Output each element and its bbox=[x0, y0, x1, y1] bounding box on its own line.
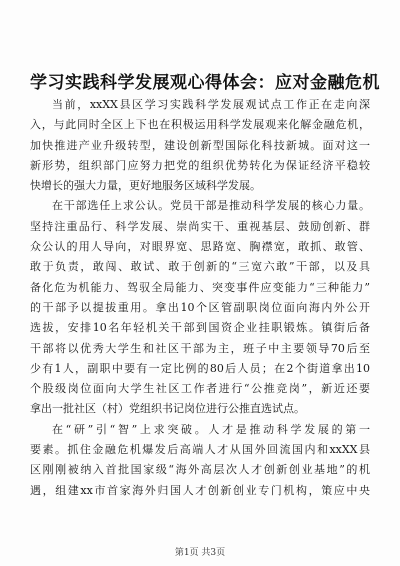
text-line: 在干部选任上求公认。党员干部是推动科学发展的核心力量。 bbox=[52, 199, 370, 213]
text-line: 拿出一批社区（村）党组织书记岗位进行公推直选试点。 bbox=[30, 402, 305, 416]
text-line: 新形势，组织部门应努力把党的组织优势转化为保证经济平稳较 bbox=[30, 158, 370, 172]
text-line: 在“研”引“智”上求突破。人才是推动科学发展的第一 bbox=[52, 422, 370, 436]
text-line: 选拔，安排10名年轻机关干部到国资企业挂职锻炼。镇街后备 bbox=[30, 321, 370, 335]
text-line: 要素。抓住金融危机爆发后高端人才从国外回流国内和xxXX县 bbox=[30, 443, 370, 457]
text-line: 入，与此同时全区上下也在积极运用科学发展观来化解金融危机， bbox=[30, 118, 370, 132]
text-line: 遇，组建xx市首家海外归国人才创新创业专门机构，策应中央 bbox=[30, 483, 370, 497]
text-line: 快增长的强大力量，更好地服务区域科学发展。 bbox=[30, 179, 261, 193]
text-line: 加快推进产业升级转型，建设创新型国际化科技新城。面对这一 bbox=[30, 138, 370, 152]
text-line: 坚持注重品行、科学发展、崇尚实干、重视基层、鼓励创新、群 bbox=[30, 219, 370, 233]
document-body bbox=[30, 95, 370, 501]
page-footer: 第1页 共3页 bbox=[174, 548, 226, 558]
text-line: 个股级岗位面向大学生社区工作者进行“公推竞岗”，新近还要 bbox=[30, 382, 370, 396]
text-line: 少有1人，副职中要有一定比例的80后人员；在2个街道拿出10 bbox=[30, 361, 370, 375]
text-line: 区刚刚被纳入首批国家级“海外高层次人才创新创业基地”的机 bbox=[30, 463, 370, 477]
document-title: 学习实践科学发展观心得体会：应对金融危机 bbox=[30, 73, 380, 93]
text-line: 当前，xxXX县区学习实践科学发展观试点工作正在走向深 bbox=[52, 98, 370, 111]
text-line: 的干部予以提拔重用。拿出10个区管副职岗位面向海内外公开 bbox=[30, 300, 370, 314]
text-line: 敢于负责，敢闯、敢试、敢于创新的“三宽六敢”干部，以及具 bbox=[30, 260, 370, 274]
text-line: 干部将以优秀大学生和社区干部为主，班子中主要领导70后至 bbox=[30, 341, 370, 355]
text-line: 众公认的用人导向，对眼界宽、思路宽、胸襟宽，敢抓、敢管、 bbox=[30, 240, 370, 254]
text-line: 备化危为机能力、驾驭全局能力、突变事件应变能力“三种能力” bbox=[30, 280, 370, 294]
